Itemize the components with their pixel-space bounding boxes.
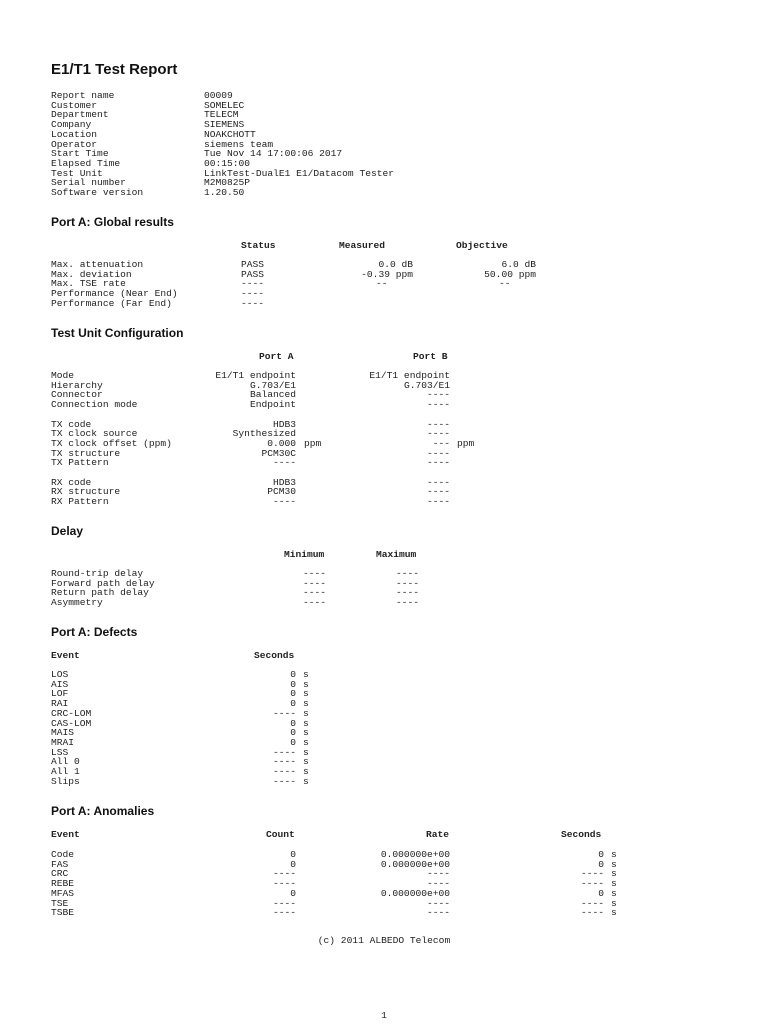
seconds-cell: 0 xyxy=(290,678,296,690)
status-cell: ---- xyxy=(241,288,265,300)
table-row xyxy=(0,400,768,410)
row-label: Return path delay xyxy=(51,587,149,599)
port-a-cell: Synthesized xyxy=(232,428,296,440)
port-a-column-header: Port A xyxy=(259,351,294,362)
unit-cell: s xyxy=(611,849,617,860)
info-value: SOMELEC xyxy=(204,99,245,111)
port-b-cell: E1/T1 endpoint xyxy=(369,370,450,381)
table-row xyxy=(0,598,768,608)
row-label: All 1 xyxy=(51,766,80,777)
row-label: Code xyxy=(51,849,75,860)
table-row xyxy=(0,757,768,767)
table-row xyxy=(0,869,768,879)
unit-cell: s xyxy=(611,907,617,919)
count-cell: ---- xyxy=(272,907,296,919)
row-label: Mode xyxy=(51,370,75,381)
port-a-cell: G.703/E1 xyxy=(249,379,296,391)
row-label: MFAS xyxy=(51,887,75,899)
minimum-column-header: Minimum xyxy=(284,549,325,560)
info-label: Company xyxy=(51,119,92,131)
table-row xyxy=(0,767,768,777)
rate-column-header: Rate xyxy=(426,829,450,840)
status-cell: PASS xyxy=(241,259,265,270)
seconds-column-header: Seconds xyxy=(561,829,602,840)
table-row xyxy=(0,449,768,459)
row-label: AIS xyxy=(51,678,69,690)
info-label: Serial number xyxy=(51,177,126,189)
unit-cell: s xyxy=(611,897,617,909)
table-row xyxy=(0,777,768,787)
unit-cell: s xyxy=(303,775,309,787)
table-row xyxy=(0,371,768,381)
row-label: RX Pattern xyxy=(51,496,109,508)
count-cell: ---- xyxy=(272,878,296,890)
rate-cell: ---- xyxy=(426,878,450,890)
info-value: LinkTest-DualE1 E1/Datacom Tester xyxy=(204,167,394,179)
measured-cell: -0.39 ppm xyxy=(361,268,413,280)
row-label: TX Pattern xyxy=(51,457,109,469)
table-row xyxy=(0,458,768,468)
row-label: CRC-LOM xyxy=(51,707,92,719)
port-b-cell: ---- xyxy=(426,496,450,508)
row-label: Round-trip delay xyxy=(51,568,144,579)
port-a-unit: ppm xyxy=(304,437,322,449)
row-label: Hierarchy xyxy=(51,379,103,391)
event-column-header: Event xyxy=(51,650,80,661)
info-value: 00009 xyxy=(204,90,233,101)
port-b-unit: ppm xyxy=(457,437,475,449)
row-label: MAIS xyxy=(51,727,75,739)
seconds-cell: ---- xyxy=(272,746,296,758)
row-label: TX clock offset (ppm) xyxy=(51,437,172,449)
global-results-heading: Port A: Global results xyxy=(51,215,174,229)
rate-cell: ---- xyxy=(426,897,450,909)
port-a-cell: HDB3 xyxy=(272,476,296,488)
count-column-header: Count xyxy=(266,829,295,840)
row-label: TSE xyxy=(51,897,69,909)
objective-cell: 6.0 dB xyxy=(501,259,536,270)
table-row xyxy=(0,699,768,709)
measured-cell: -- xyxy=(376,278,388,290)
objective-cell: -- xyxy=(499,278,511,290)
port-a-cell: ---- xyxy=(272,496,296,508)
port-a-cell: E1/T1 endpoint xyxy=(215,370,296,381)
maximum-cell: ---- xyxy=(395,597,419,609)
table-row xyxy=(0,748,768,758)
unit-cell: s xyxy=(303,717,309,729)
rate-cell: 0.000000e+00 xyxy=(380,849,450,860)
seconds-cell: 0 xyxy=(598,849,604,860)
row-label: FAS xyxy=(51,858,69,870)
port-b-cell: ---- xyxy=(426,428,450,440)
status-cell: ---- xyxy=(241,297,265,309)
port-b-cell: --- xyxy=(432,437,450,449)
unit-cell: s xyxy=(303,736,309,748)
port-b-cell: ---- xyxy=(426,399,450,411)
seconds-cell: ---- xyxy=(580,897,604,909)
unit-cell: s xyxy=(303,746,309,758)
port-b-cell: ---- xyxy=(426,457,450,469)
info-value: Tue Nov 14 17:00:06 2017 xyxy=(204,148,343,160)
row-label: MRAI xyxy=(51,736,75,748)
port-b-cell: ---- xyxy=(426,486,450,498)
status-column-header: Status xyxy=(241,240,276,251)
seconds-cell: ---- xyxy=(580,868,604,880)
row-label: Max. deviation xyxy=(51,268,132,280)
seconds-cell: 0 xyxy=(290,698,296,710)
page-number: 1 xyxy=(381,1010,387,1021)
table-row xyxy=(0,487,768,497)
port-b-cell: ---- xyxy=(426,389,450,401)
port-b-cell: ---- xyxy=(426,418,450,430)
port-b-column-header: Port B xyxy=(413,351,448,362)
row-label: RX structure xyxy=(51,486,121,498)
info-label: Start Time xyxy=(51,148,109,160)
row-label: Max. attenuation xyxy=(51,259,144,270)
unit-cell: s xyxy=(303,707,309,719)
rate-cell: ---- xyxy=(426,868,450,880)
row-label: CRC xyxy=(51,868,69,880)
info-label: Software version xyxy=(51,187,144,198)
minimum-cell: ---- xyxy=(302,587,326,599)
row-label: TSBE xyxy=(51,907,75,919)
info-value: NOAKCHOTT xyxy=(204,128,256,140)
seconds-cell: 0 xyxy=(290,669,296,680)
row-label: LOF xyxy=(51,688,69,700)
row-label: Asymmetry xyxy=(51,597,103,609)
row-label: Performance (Near End) xyxy=(51,288,178,300)
info-value: SIEMENS xyxy=(204,119,245,131)
maximum-cell: ---- xyxy=(395,568,419,579)
row-label: Performance (Far End) xyxy=(51,297,172,309)
info-label: Operator xyxy=(51,138,98,150)
info-label: Elapsed Time xyxy=(51,157,121,169)
table-row xyxy=(0,588,768,598)
table-row xyxy=(0,709,768,719)
count-cell: 0 xyxy=(290,849,296,860)
seconds-cell: ---- xyxy=(580,878,604,890)
port-a-cell: PCM30C xyxy=(261,447,296,459)
table-row xyxy=(0,680,768,690)
port-a-cell: HDB3 xyxy=(272,418,296,430)
seconds-cell: 0 xyxy=(290,736,296,748)
rate-cell: 0.000000e+00 xyxy=(380,858,450,870)
maximum-column-header: Maximum xyxy=(376,549,417,560)
info-label: Department xyxy=(51,109,109,121)
row-label: RX code xyxy=(51,476,92,488)
info-value: 00:15:00 xyxy=(204,157,251,169)
unit-cell: s xyxy=(611,887,617,899)
port-a-cell: Endpoint xyxy=(249,399,296,411)
seconds-cell: 0 xyxy=(290,688,296,700)
row-label: Slips xyxy=(51,775,80,787)
port-a-cell: PCM30 xyxy=(267,486,296,498)
port-b-cell: ---- xyxy=(426,447,450,459)
defects-heading: Port A: Defects xyxy=(51,625,138,639)
seconds-cell: 0 xyxy=(598,858,604,870)
delay-heading: Delay xyxy=(51,524,84,538)
seconds-cell: 0 xyxy=(290,717,296,729)
row-label: Forward path delay xyxy=(51,577,155,589)
minimum-cell: ---- xyxy=(302,597,326,609)
unit-cell: s xyxy=(611,868,617,880)
seconds-cell: 0 xyxy=(598,887,604,899)
minimum-cell: ---- xyxy=(302,577,326,589)
seconds-cell: ---- xyxy=(272,775,296,787)
row-label: TX structure xyxy=(51,447,121,459)
info-label: Location xyxy=(51,128,98,140)
maximum-cell: ---- xyxy=(395,577,419,589)
info-label: Test Unit xyxy=(51,167,103,179)
count-cell: ---- xyxy=(272,868,296,880)
row-label: TX clock source xyxy=(51,428,138,440)
table-row xyxy=(0,738,768,748)
rate-cell: ---- xyxy=(426,907,450,919)
table-row xyxy=(0,899,768,909)
unit-cell: s xyxy=(303,678,309,690)
table-row xyxy=(0,670,768,680)
unit-cell: s xyxy=(303,669,309,680)
copyright-footer: (c) 2011 ALBEDO Telecom xyxy=(317,935,451,946)
row-label: LOS xyxy=(51,669,69,680)
seconds-cell: ---- xyxy=(272,756,296,768)
event-column-header: Event xyxy=(51,829,80,840)
seconds-cell: ---- xyxy=(272,766,296,777)
rate-cell: 0.000000e+00 xyxy=(380,887,450,899)
objective-cell: 50.00 ppm xyxy=(484,268,536,280)
unit-cell: s xyxy=(303,688,309,700)
maximum-cell: ---- xyxy=(395,587,419,599)
port-b-cell: G.703/E1 xyxy=(403,379,450,391)
anomalies-heading: Port A: Anomalies xyxy=(51,804,155,818)
count-cell: 0 xyxy=(290,858,296,870)
row-label: TX code xyxy=(51,418,92,430)
info-value: 1.20.50 xyxy=(204,187,245,198)
row-label: Connector xyxy=(51,389,103,401)
minimum-cell: ---- xyxy=(302,568,326,579)
unit-cell: s xyxy=(611,858,617,870)
measured-cell: 0.0 dB xyxy=(378,259,413,270)
status-cell: PASS xyxy=(241,268,265,280)
config-heading: Test Unit Configuration xyxy=(51,326,184,340)
seconds-cell: 0 xyxy=(290,727,296,739)
unit-cell: s xyxy=(303,756,309,768)
row-label: RAI xyxy=(51,698,69,710)
count-cell: 0 xyxy=(290,887,296,899)
info-label: Report name xyxy=(51,90,115,101)
table-row xyxy=(0,889,768,899)
table-row xyxy=(0,860,768,870)
row-label: Max. TSE rate xyxy=(51,278,126,290)
unit-cell: s xyxy=(303,766,309,777)
row-label: CAS-LOM xyxy=(51,717,92,729)
row-label: LSS xyxy=(51,746,69,758)
unit-cell: s xyxy=(611,878,617,890)
report-title: E1/T1 Test Report xyxy=(51,61,178,78)
unit-cell: s xyxy=(303,727,309,739)
status-cell: ---- xyxy=(241,278,265,290)
row-label: Connection mode xyxy=(51,399,138,411)
info-value: M2M0825P xyxy=(204,177,251,189)
measured-column-header: Measured xyxy=(339,240,386,251)
port-a-cell: Balanced xyxy=(249,389,296,401)
row-label: REBE xyxy=(51,878,75,890)
row-label: All 0 xyxy=(51,756,80,768)
table-row xyxy=(0,908,768,918)
objective-column-header: Objective xyxy=(456,240,508,251)
port-a-cell: 0.000 xyxy=(267,437,296,449)
count-cell: ---- xyxy=(272,897,296,909)
table-row xyxy=(0,719,768,729)
table-row xyxy=(0,689,768,699)
seconds-cell: ---- xyxy=(272,707,296,719)
table-row xyxy=(0,728,768,738)
table-row xyxy=(0,497,768,507)
info-label: Customer xyxy=(51,99,98,111)
port-a-cell: ---- xyxy=(272,457,296,469)
port-b-cell: ---- xyxy=(426,476,450,488)
info-value: TELECM xyxy=(204,109,239,121)
table-row xyxy=(0,381,768,391)
table-row xyxy=(0,299,768,309)
seconds-column-header: Seconds xyxy=(254,650,295,661)
unit-cell: s xyxy=(303,698,309,710)
seconds-cell: ---- xyxy=(580,907,604,919)
info-value: siemens team xyxy=(204,138,274,150)
